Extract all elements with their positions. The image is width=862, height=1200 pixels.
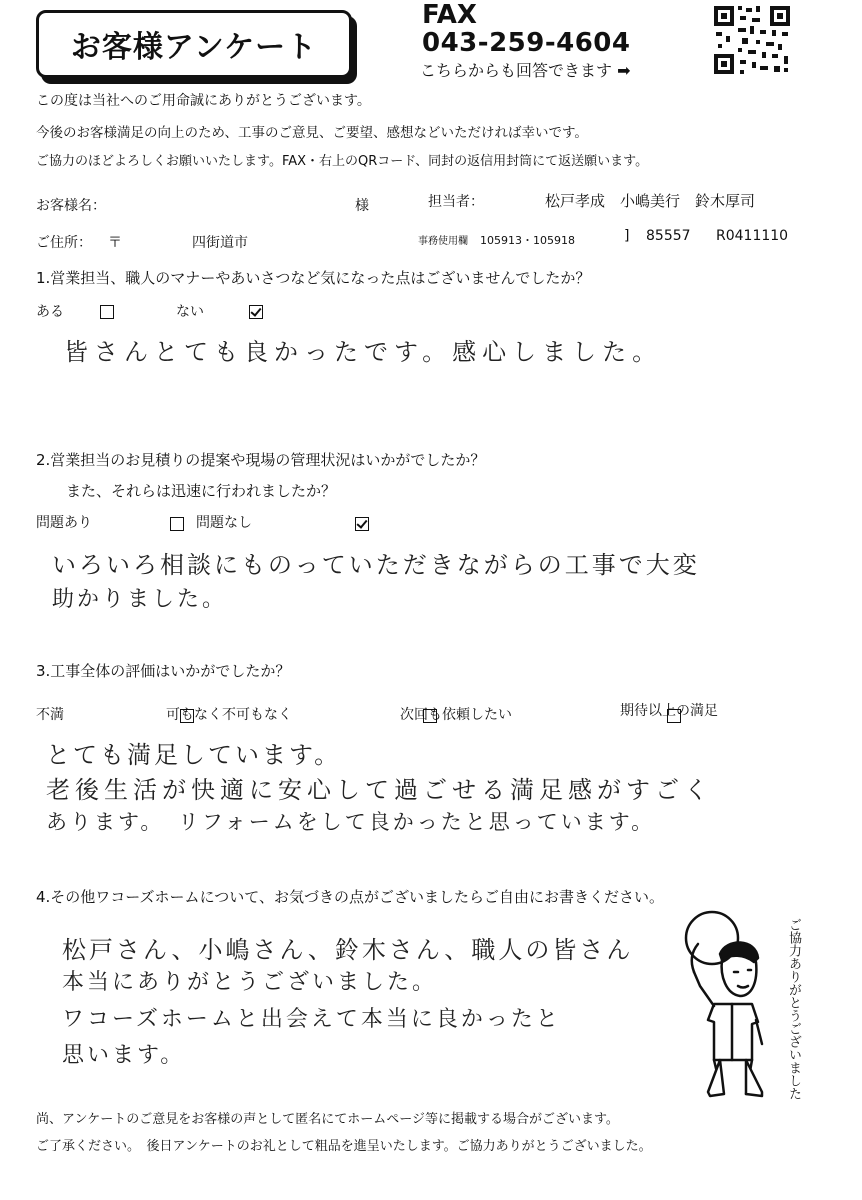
- q2-checkbox-2[interactable]: [355, 517, 369, 531]
- survey-title: お客様アンケート: [70, 30, 318, 65]
- intro-line-3: ご協力のほどよろしくお願いいたします。FAX・右上のQRコード、同封の返信用封筒にて返送願います。: [36, 154, 649, 169]
- q3-answer-line-1: とても満足しています。: [46, 741, 342, 769]
- q2-checkbox-1[interactable]: [170, 517, 184, 531]
- survey-title-box: [36, 10, 352, 78]
- intro-line-1: この度は当社へのご用命誠にありがとうございます。: [36, 93, 371, 109]
- office-use-codes: 105913・105918: [480, 234, 575, 247]
- q4-question: 4.その他ワコーズホームについて、お気づきの点がございましたらご自由にお書きください。: [36, 888, 664, 906]
- q1-answer: 皆さんとても良かったです。感心しました。: [64, 338, 663, 366]
- address-label: ご住所：: [36, 235, 92, 251]
- fax-number: 043-259-4604: [422, 28, 631, 58]
- q2-answer-line-1: いろいろ相談にものっていただきながらの工事で大変: [52, 551, 700, 579]
- q1-option-label-1: ある: [36, 304, 64, 320]
- q1-checkbox-1[interactable]: [100, 305, 114, 319]
- staff-names: 松戸孝成 小嶋美行 鈴木厚司: [545, 192, 756, 210]
- qr-note: こちらからも回答できます ➡: [420, 61, 631, 80]
- footer-line-1: 尚、アンケートのご意見をお客様の声として匿名にてホームページ等に掲載する場合がございます。: [36, 1112, 619, 1127]
- q3-option-label-1: 不満: [36, 707, 64, 723]
- q4-answer-line-2: 本当にありがとうございました。: [62, 970, 438, 995]
- fax-label: FAX: [422, 0, 477, 30]
- q4-answer-line-1: 松戸さん、小嶋さん、鈴木さん、職人の皆さん: [62, 936, 634, 964]
- footer-line-2: ご了承ください。 後日アンケートのお礼として粗品を進呈いたします。ご協力ありがとうございました。: [36, 1139, 652, 1154]
- q3-question: 3.工事全体の評価はいかがでしたか？: [36, 662, 291, 680]
- q3-option-label-4: 期待以上の満足: [620, 703, 718, 719]
- thanks-vertical-text: ご協力ありがとうございました: [786, 918, 801, 1100]
- office-use-label: 事務使用欄: [418, 236, 468, 247]
- staff-label: 担当者：: [428, 194, 484, 210]
- office-code-2: R0411110: [716, 228, 789, 244]
- q3-option-label-2: 可もなく不可もなく: [166, 707, 292, 723]
- q3-answer-line-3: あります。 リフォームをして良かったと思っています。: [46, 810, 656, 834]
- q2-option-label-1: 問題あり: [36, 515, 92, 531]
- address-city: 四街道市: [192, 235, 248, 251]
- q2-option-label-2: 問題なし: [196, 515, 252, 531]
- office-use-bracket: ]: [624, 228, 630, 244]
- sama-label: 様: [355, 198, 369, 214]
- customer-name-label: お客様名：: [36, 198, 106, 214]
- q1-option-label-2: ない: [176, 304, 204, 320]
- postal-mark: 〒: [108, 235, 122, 251]
- q1-checkbox-2[interactable]: [249, 305, 263, 319]
- qr-code-icon[interactable]: [712, 4, 792, 76]
- q4-answer-line-4: 思います。: [62, 1043, 186, 1068]
- office-code-1: 85557: [646, 228, 691, 244]
- q2-question-line-2: また、それらは迅速に行われましたか？: [66, 482, 337, 500]
- q1-question: 1.営業担当、職人のマナーやあいさつなど気になった点はございませんでしたか？: [36, 269, 591, 287]
- q4-answer-line-3: ワコーズホームと出会えて本当に良かったと: [62, 1007, 561, 1032]
- q3-answer-line-2: 老後生活が快適に安心して過ごせる満足感がすごく: [46, 776, 713, 804]
- intro-line-2: 今後のお客様満足の向上のため、工事のご意見、ご要望、感想などいただければ幸いです。: [36, 125, 588, 141]
- q2-question: 2.営業担当のお見積りの提案や現場の管理状況はいかがでしたか？: [36, 451, 486, 469]
- q3-option-label-3: 次回も依頼したい: [400, 707, 512, 723]
- bowing-person-icon: [668, 910, 778, 1102]
- q2-answer-line-2: 助かりました。: [52, 587, 228, 612]
